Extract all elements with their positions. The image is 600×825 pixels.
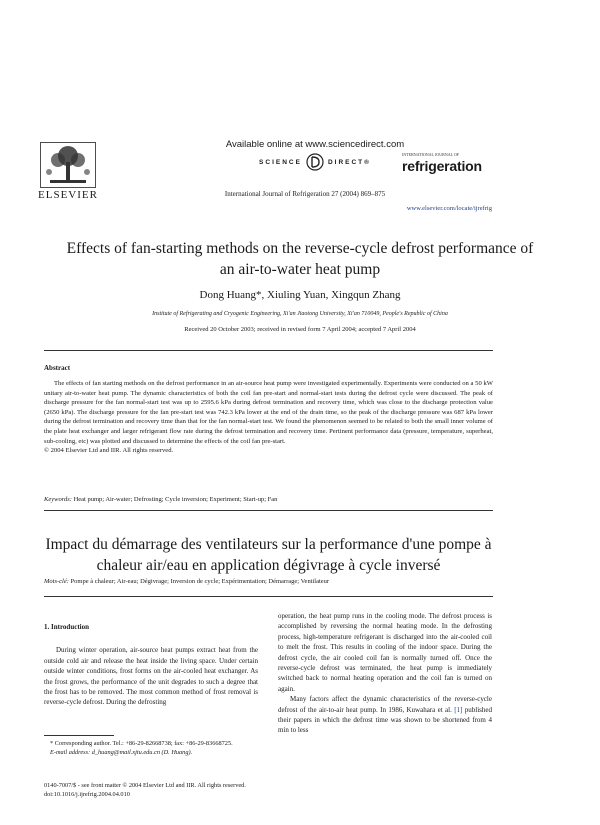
front-matter-info xyxy=(44,781,493,799)
publisher-logo xyxy=(38,142,98,201)
keywords-label: Keywords: xyxy=(44,496,72,503)
journal-logo xyxy=(402,152,492,174)
publisher-name: ELSEVIER xyxy=(38,189,98,201)
citation-link-1[interactable]: [1] xyxy=(454,705,463,714)
received-dates: Received 20 October 2003; received in revised form 7 April 2004; accepted 7 April 2004 xyxy=(184,326,416,333)
doi-line: doi:10.1016/j.ijrefrig.2004.04.010 xyxy=(44,791,130,798)
author-affiliation: Institute of Refrigerating and Cryogenic Engineering, Xi'an Jiaotong University, Xi'an 710049, People's Republic of China xyxy=(152,311,448,317)
keywords-list: Heat pump; Air-water; Defrosting; Cycle inversion; Experiment; Start-up; Fan xyxy=(73,496,278,503)
body-column-left xyxy=(44,622,258,708)
sciencedirect-available-line[interactable]: Available online at www.sciencedirect.com xyxy=(225,139,405,150)
journal-logo-name: refrigeration xyxy=(402,158,482,174)
intro-paragraph-3-start: Many factors affect the dynamic characteristics of the reverse-cycle defrost of the air-to-air heat pump. In 1986, Kuwahara et al. xyxy=(278,695,492,714)
intro-paragraph-2: operation, the heat pump runs in the cooling mode. The defrost process is accomplished by reversing the normal heating mode. In the defrosting process, high-temperature refrigerant is discharged into the air-cooled coil to melt the frost. This results in cooling of the indoor space. During the defrost cycle, the air cooled coil fan is normally turned off. Once the reverse-cycle defrost was terminated, the heat pump is immediately switched back to normal heating operation and the coil fan is turned on again. xyxy=(278,612,492,693)
journal-url-link[interactable]: www.elsevier.com/locate/ijrefrig xyxy=(406,205,492,212)
issn-line: 0140-7007/$ - see front matter © 2004 Elsevier Ltd and IIR. All rights reserved. xyxy=(44,782,246,789)
abstract-heading: Abstract xyxy=(44,364,71,372)
divider-middle xyxy=(44,510,493,511)
sciencedirect-brand-right: DIRECT® xyxy=(327,158,371,166)
elsevier-tree-icon xyxy=(40,142,96,188)
abstract-copyright: © 2004 Elsevier Ltd and IIR. All rights reserved. xyxy=(44,447,174,455)
article-title: Effects of fan-starting methods on the reverse-cycle defrost performance of an air-to-water heat pump xyxy=(66,240,534,278)
email-note: E-mail address: d_huang@mail.xjtu.edu.cn (D. Huang). xyxy=(50,748,193,756)
introduction-heading: 1. Introduction xyxy=(44,623,89,631)
article-authors: Dong Huang*, Xiuling Yuan, Xingqun Zhang xyxy=(199,289,401,301)
sciencedirect-brand-left: SCIENCE xyxy=(259,158,302,166)
abstract-body xyxy=(44,379,493,456)
intro-paragraph-3-end: published their papers in which the defrost time was shown to be shortened from 4 min to less xyxy=(278,705,492,735)
divider-lower xyxy=(44,596,493,597)
keywords-line xyxy=(44,496,493,503)
motscles-line xyxy=(44,578,493,585)
motscles-label: Mots-clé: xyxy=(44,578,69,585)
journal-citation: International Journal of Refrigeration 27 (2004) 869–875 xyxy=(224,190,386,198)
intro-paragraph-3 xyxy=(278,694,492,736)
corresponding-author-note: * Corresponding author. Tel.: +86-29-82668738; fax: +86-29-83668725. xyxy=(50,740,233,747)
abstract-text: The effects of fan starting methods on the defrost performance in an air-source heat pump were investigated experimentally. Experiments were conducted on a 50 kW unitary air-to-water heat pump. The dynamic characteristics of both the coil fan pre-start and normal-start tests during the defrost cycle were discussed. The peak of discharge pressure for the fan normal-start test was up to 2595.6 kPa during defrost termination and recovery time, which was close to the discharge protection value (2650 kPa). The discharge pressure for the fan pre-start test was 742.3 kPa lower at the end of the drain time, so the peak of the discharge pressure was 687 kPa lower during the defrost termination and recovery time than that for the fan normal-start test. We found the phenomenon seemed to be related to both the small inner volume of the plate heat exchanger and larger refrigerant flow rate during the defrost termination and recovery time. Pertinent performance data (pressure, temperature, superheat, sub-cooling, etc) was plotted and discussed to determine the effects of the coil fan pre-start. xyxy=(44,380,493,445)
journal-logo-small-text: INTERNATIONAL JOURNAL OF xyxy=(402,152,460,157)
body-column-right xyxy=(278,611,492,736)
motscles-list: Pompe à chaleur; Air-eau; Dégivrage; Inversion de cycle; Expérimentation; Démarrage; Ventilateur xyxy=(70,578,330,585)
sciencedirect-d-icon xyxy=(306,153,324,171)
footnote xyxy=(44,740,258,757)
french-title: Impact du démarrage des ventilateurs sur la performance d'une pompe à chaleur air/eau en application dégivrage à cycle inversé xyxy=(45,536,492,574)
divider-top xyxy=(44,350,493,351)
intro-paragraph-1: During winter operation, air-source heat pumps extract heat from the outside cold air and release the heat inside the living space. Under certain outside winter conditions, frost forms on the air-cooled heat exchanger. As the frost grows, the performance of the unit degrades to such a degree that the frost has to be removed. The most common method of frost removal is reverse-cycle defrost. During the defrosting xyxy=(44,646,258,707)
footnote-rule xyxy=(44,735,114,736)
